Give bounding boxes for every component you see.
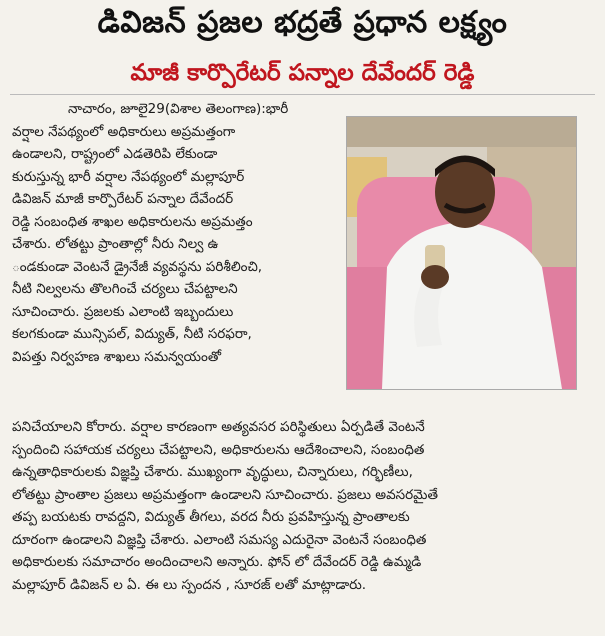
article-line: ండకుండా వెంటనే డ్రైనేజీ వ్యవస్థను పరిశీలించి,: [12, 258, 263, 275]
divider: [10, 94, 595, 95]
article-line: పనిచేయాలని కోరారు. వర్షాల కారణంగా అత్యవసర పరిస్థితులు ఏర్పడితే వెంటనే: [12, 419, 425, 435]
article-line: ఉండాలని, రాష్ట్రంలో ఎడతెరిపి లేకుండా: [12, 146, 218, 162]
article-line: నీటి నిల్వలను తొలగించే చర్యలు చేపట్టాలని: [12, 281, 238, 297]
article-line: డివిజన్ మాజీ కార్పొరేటర్ పన్నాల దేవేందర్: [12, 191, 234, 207]
article-line: ఉన్నతాధికారులకు విజ్ఞప్తి చేశారు. ముఖ్యంగా వృద్ధులు, చిన్నారులు, గర్భిణీలు,: [12, 464, 413, 480]
article-line: దూరంగా ఉండాలని విజ్ఞప్తి చేశారు. ఎలాంటి సమస్య ఎదురైనా వెంటనే సంబంధిత: [12, 531, 427, 548]
article-line: వర్షాల నేపథ్యంలో అధికారులు అప్రమత్తంగా: [12, 123, 236, 140]
article-line: చేశారు. లోతట్టు ప్రాంతాల్లో నీరు నిల్వ ఉ: [12, 236, 219, 252]
article-line: కురుస్తున్న భారీ వర్షాల నేపథ్యంలో మల్లాపూర్: [12, 168, 245, 185]
headline: డివిజన్ ప్రజల భద్రతే ప్రధాన లక్ష్యం: [97, 5, 508, 40]
article-line: సూచించారు. ప్రజలకు ఎలాంటి ఇబ్బందులు: [12, 303, 234, 320]
article-line: స్పందించి సహాయక చర్యలు చేపట్టాలని, అధికారులను ఆదేశించాలని, సంబంధిత: [12, 441, 425, 458]
person-photo-icon: [347, 117, 576, 389]
subheadline: మాజీ కార్పొరేటర్ పన్నాల దేవేందర్ రెడ్డి: [130, 60, 475, 86]
article-full-width-text: [12, 416, 595, 596]
article-line: లోతట్టు ప్రాంతాల ప్రజలు అప్రమత్తంగా ఉండాలని సూచించారు. ప్రజలు అవసరమైతే: [12, 486, 438, 503]
article-line: కలగకుండా మున్సిపల్, విద్యుత్, నీటి సరఫరా,: [12, 326, 252, 342]
article-line: అధికారులకు సమాచారం అందించాలని అన్నారు. ఫోన్ లో దేవేందర్ రెడ్డి ఉమ్మడి: [12, 554, 422, 570]
article-line: మల్లాపూర్ డివిజన్ ల ఏ. ఈ లు స్పందన , సూరజ్ లతో మాట్లాడారు.: [12, 576, 367, 593]
article-line: రెడ్డి సంబంధిత శాఖల అధికారులను అప్రమత్తం: [12, 213, 253, 230]
article-column-text: [12, 98, 342, 368]
person-photo: [346, 116, 577, 390]
article-line: తప్ప బయటకు రావద్దని, విద్యుత్ తీగలు, వరద నీరు ప్రవహిస్తున్న ప్రాంతాలకు: [12, 509, 410, 525]
article-line: విపత్తు నిర్వహణ శాఖలు సమన్వయంతో: [12, 348, 222, 365]
article-line: నాచారం, జూలై29(విశాల తెలంగాణ):భారీ: [68, 101, 289, 117]
